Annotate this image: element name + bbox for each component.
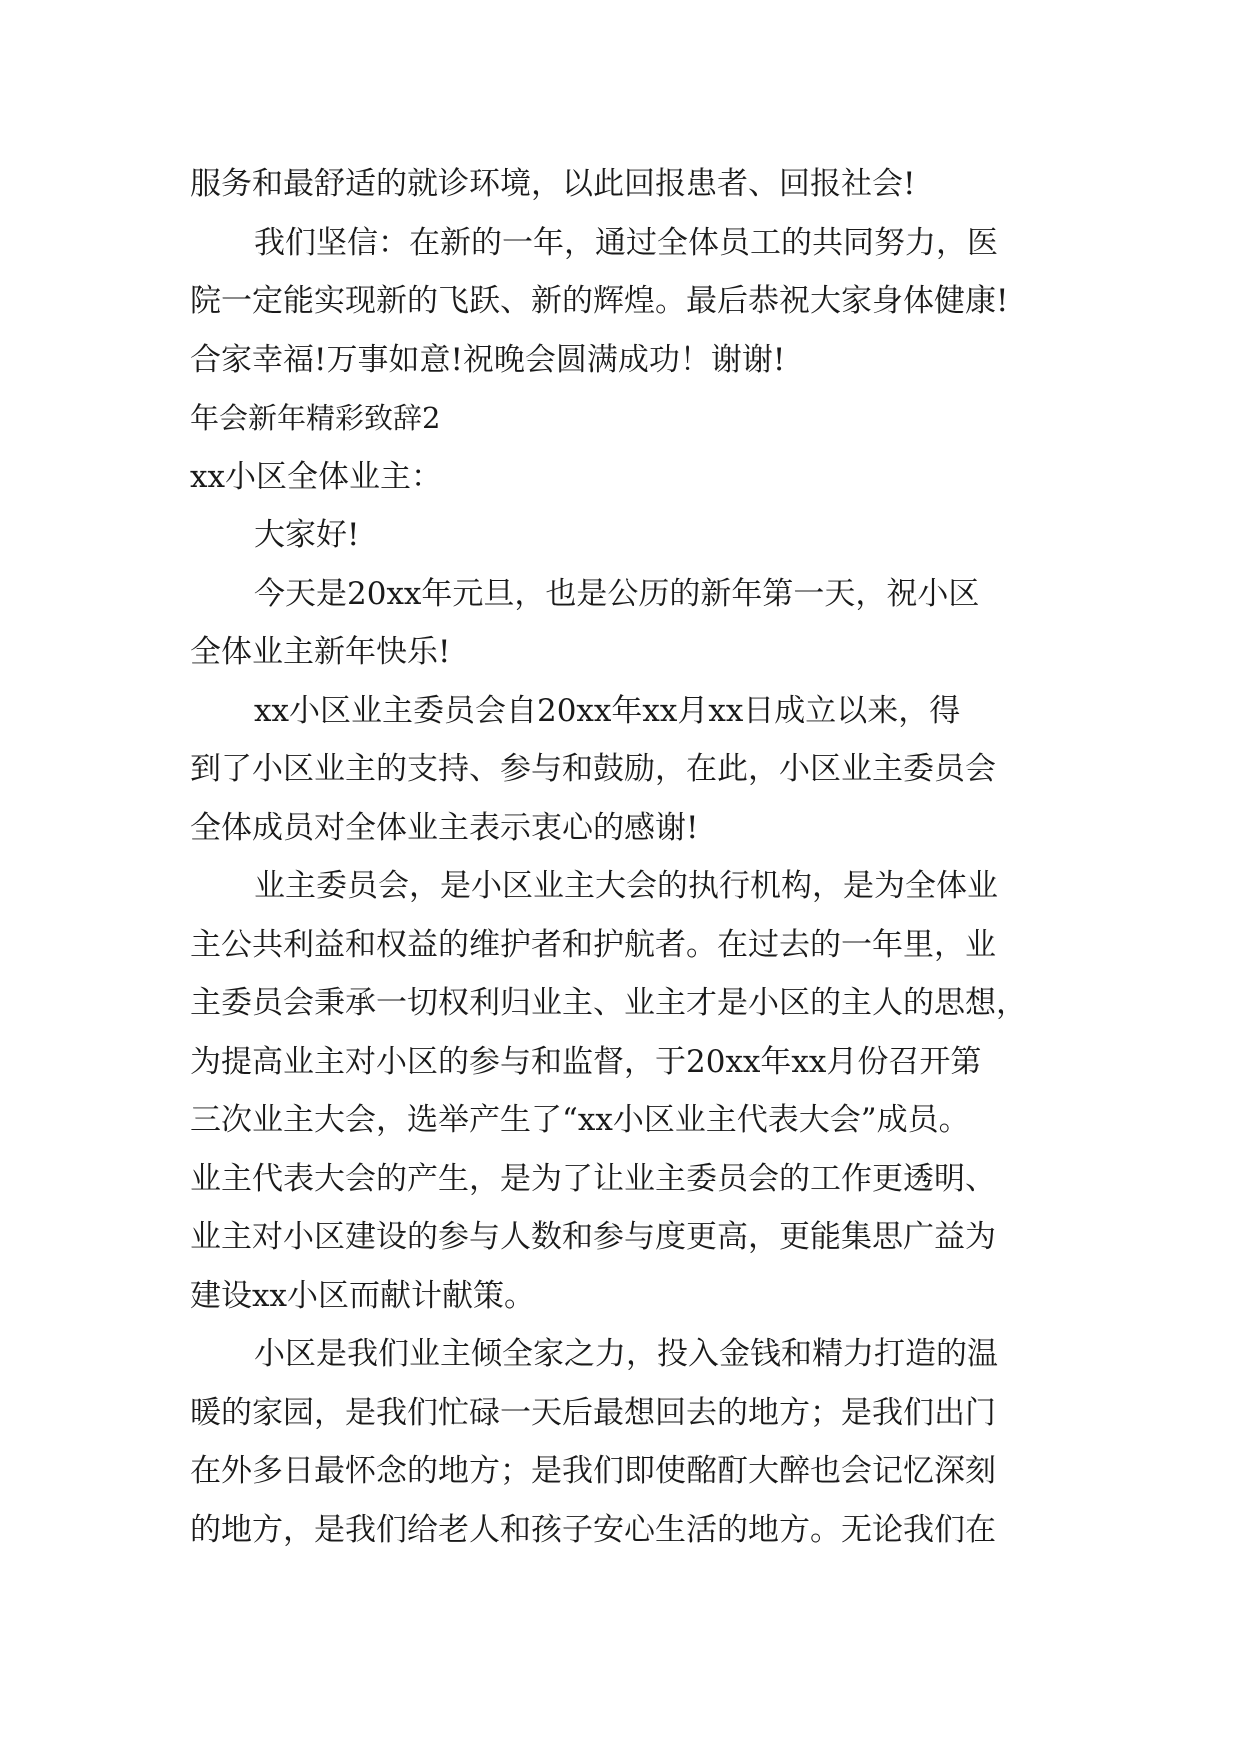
text-line: 合家幸福!万事如意!祝晚会圆满成功！谢谢! bbox=[190, 341, 786, 378]
text-line: 三次业主大会，选举产生了“xx小区业主代表大会”成员。 bbox=[190, 1102, 970, 1138]
document-body bbox=[190, 155, 1070, 1559]
text-line: xx小区业主委员会自20xx年xx月xx日成立以来，得 bbox=[254, 692, 961, 729]
text-line: 暖的家园，是我们忙碌一天后最想回去的地方；是我们出门 bbox=[190, 1394, 996, 1431]
text-line: 主公共利益和权益的维护者和护航者。在过去的一年里，业 bbox=[190, 926, 996, 963]
text-line: 业主委员会，是小区业主大会的执行机构，是为全体业 bbox=[254, 868, 998, 904]
text-line: 到了小区业主的支持、参与和鼓励，在此，小区业主委员会 bbox=[190, 751, 996, 787]
text-line: 全体业主新年快乐! bbox=[190, 634, 451, 670]
text-line: 的地方，是我们给老人和孩子安心生活的地方。无论我们在 bbox=[190, 1511, 996, 1548]
text-line: 为提高业主对小区的参与和监督，于20xx年xx月份召开第 bbox=[190, 1043, 982, 1080]
text-line: 我们坚信：在新的一年，通过全体员工的共同努力，医 bbox=[254, 224, 998, 261]
text-line: 建设xx小区而献计献策。 bbox=[190, 1277, 535, 1314]
text-line: 在外多日最怀念的地方；是我们即使酩酊大醉也会记忆深刻 bbox=[190, 1453, 996, 1489]
text-line: 院一定能实现新的飞跃、新的辉煌。最后恭祝大家身体健康! bbox=[190, 283, 1009, 319]
text-line: 服务和最舒适的就诊环境，以此回报患者、回报社会! bbox=[190, 166, 916, 202]
text-line: 小区是我们业主倾全家之力，投入金钱和精力打造的温 bbox=[254, 1336, 998, 1372]
text-line: 今天是20xx年元旦，也是公历的新年第一天，祝小区 bbox=[254, 575, 980, 612]
section-heading: 年会新年精彩致辞2 bbox=[190, 401, 441, 435]
salutation: xx小区全体业主： bbox=[190, 458, 442, 495]
greeting: 大家好! bbox=[254, 517, 360, 553]
text-line: 业主对小区建设的参与人数和参与度更高，更能集思广益为 bbox=[190, 1219, 996, 1255]
text-line: 主委员会秉承一切权利归业主、业主才是小区的主人的思想， bbox=[190, 985, 1027, 1021]
text-line: 全体成员对全体业主表示衷心的感谢! bbox=[190, 809, 699, 846]
text-line: 业主代表大会的产生，是为了让业主委员会的工作更透明、 bbox=[190, 1160, 996, 1197]
